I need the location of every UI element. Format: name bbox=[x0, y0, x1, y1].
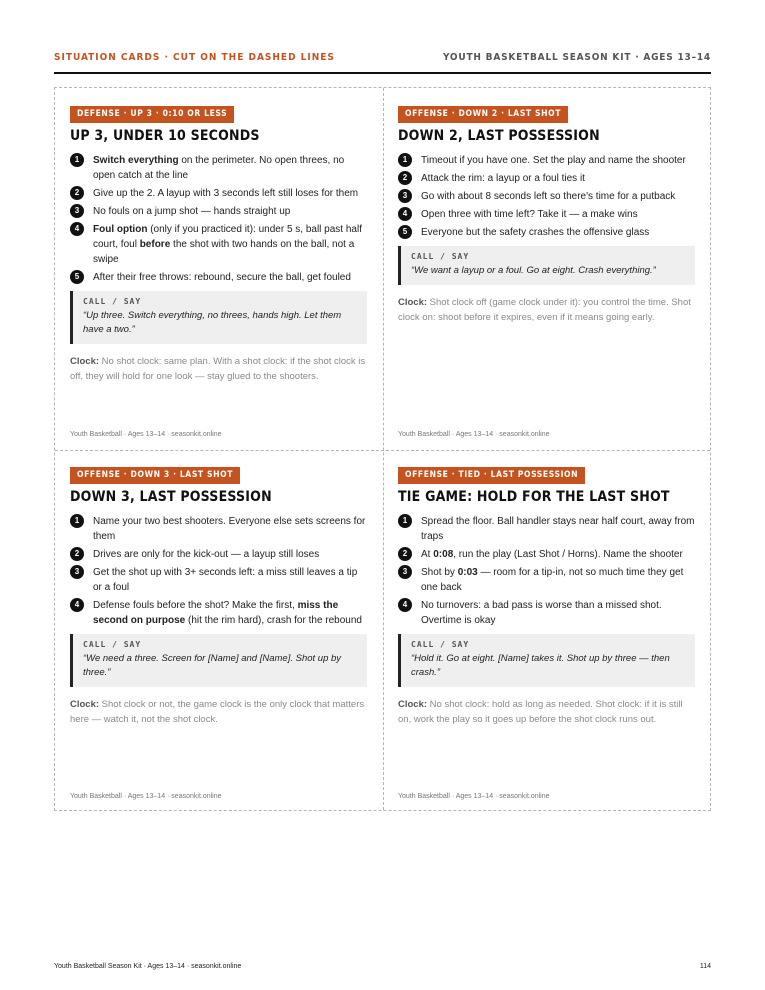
card-steps bbox=[398, 514, 695, 628]
step-item: 1 Timeout if you have one. Set the play and name the shooter bbox=[398, 153, 695, 168]
card-tag: OFFENSE · TIED · LAST POSSESSION bbox=[398, 467, 585, 484]
step-number-icon: 4 bbox=[70, 598, 84, 612]
step-item: 2 At 0:08, run the play (Last Shot / Horns). Name the shooter bbox=[398, 547, 695, 562]
card-footer: Youth Basketball · Ages 13–14 · seasonkit.online bbox=[398, 793, 550, 800]
step-item: 4 Defense fouls before the shot? Make the first, miss the second on purpose (hit the rim hard), crash for the rebound bbox=[70, 598, 367, 628]
card-title: TIE GAME: HOLD FOR THE LAST SHOT bbox=[398, 489, 670, 505]
call-say-box bbox=[70, 291, 367, 344]
step-item: 2 Attack the rim: a layup or a foul ties it bbox=[398, 171, 695, 186]
step-item: 3 Go with about 8 seconds left so there's time for a putback bbox=[398, 189, 695, 204]
clock-note: Clock: No shot clock: same plan. With a shot clock: if the shot clock is off, they will hold for one look — stay glued to the shooters. bbox=[70, 356, 366, 382]
step-item: 5 Everyone but the safety crashes the offensive glass bbox=[398, 225, 695, 240]
card-steps bbox=[70, 153, 367, 285]
clock-note: Clock: No shot clock: hold as long as needed. Shot clock: if it is still on, work the play so it goes up before the shot clock runs out. bbox=[398, 699, 683, 725]
step-item: 2 Drives are only for the kick-out — a layup still loses bbox=[70, 547, 367, 562]
step-item: 1 Name your two best shooters. Everyone else sets screens for them bbox=[70, 514, 367, 544]
situation-card bbox=[398, 103, 695, 325]
card-tag: OFFENSE · DOWN 2 · LAST SHOT bbox=[398, 106, 568, 123]
step-number-icon: 2 bbox=[398, 547, 412, 561]
card-tag: DEFENSE · UP 3 · 0:10 OR LESS bbox=[70, 106, 234, 123]
page-header bbox=[54, 50, 711, 74]
situation-card bbox=[70, 464, 367, 727]
step-number-icon: 3 bbox=[398, 565, 412, 579]
card-tag: OFFENSE · DOWN 3 · LAST SHOT bbox=[70, 467, 240, 484]
step-item: 3 Shot by 0:03 — room for a tip-in, not so much time they get one back bbox=[398, 565, 695, 595]
step-number-icon: 1 bbox=[398, 153, 412, 167]
card-footer: Youth Basketball · Ages 13–14 · seasonkit.online bbox=[398, 431, 550, 438]
call-say-text: “Hold it. Go at eight. [Name] takes it. Shot up by three — then crash.” bbox=[411, 653, 670, 678]
call-say-label: CALL / SAY bbox=[411, 640, 470, 649]
card-footer: Youth Basketball · Ages 13–14 · seasonkit.online bbox=[70, 431, 222, 438]
step-item: 5 After their free throws: rebound, secure the ball, get fouled bbox=[70, 270, 367, 285]
call-say-label: CALL / SAY bbox=[83, 640, 142, 649]
step-number-icon: 4 bbox=[398, 207, 412, 221]
call-say-box bbox=[70, 634, 367, 687]
clock-note: Clock: Shot clock off (game clock under it): you control the time. Shot clock on: shoot before it expires, even if it means going early. bbox=[398, 297, 691, 323]
call-say-label: CALL / SAY bbox=[411, 252, 470, 261]
step-number-icon: 1 bbox=[70, 153, 84, 167]
step-number-icon: 1 bbox=[398, 514, 412, 528]
step-number-icon: 3 bbox=[70, 565, 84, 579]
card-title: DOWN 2, LAST POSSESSION bbox=[398, 128, 600, 144]
step-number-icon: 2 bbox=[398, 171, 412, 185]
call-say-text: “Up three. Switch everything, no threes, hands high. Let them have a two.” bbox=[83, 310, 342, 335]
call-say-box bbox=[398, 246, 695, 285]
card-footer: Youth Basketball · Ages 13–14 · seasonkit.online bbox=[70, 793, 222, 800]
step-number-icon: 4 bbox=[398, 598, 412, 612]
call-say-label: CALL / SAY bbox=[83, 297, 142, 306]
horizontal-cut-line bbox=[55, 450, 710, 451]
call-say-text: “We want a layup or a foul. Go at eight. Crash everything.” bbox=[411, 265, 656, 276]
step-number-icon: 2 bbox=[70, 547, 84, 561]
header-kit-title: YOUTH BASKETBALL SEASON KIT · AGES 13–14 bbox=[442, 52, 711, 63]
call-say-text: “We need a three. Screen for [Name] and [Name]. Shot up by three.” bbox=[83, 653, 342, 678]
vertical-cut-line bbox=[383, 88, 384, 810]
call-say-box bbox=[398, 634, 695, 687]
step-number-icon: 2 bbox=[70, 186, 84, 200]
step-item: 2 Give up the 2. A layup with 3 seconds left still loses for them bbox=[70, 186, 367, 201]
step-item: 1 Spread the floor. Ball handler stays near half court, away from traps bbox=[398, 514, 695, 544]
step-item: 1 Switch everything on the perimeter. No open threes, no open catch at the line bbox=[70, 153, 367, 183]
page-footer-title: Youth Basketball Season Kit · Ages 13–14 · seasonkit.online bbox=[54, 963, 242, 970]
card-steps bbox=[70, 514, 367, 628]
card-steps bbox=[398, 153, 695, 240]
situation-card bbox=[70, 103, 367, 384]
card-title: UP 3, UNDER 10 SECONDS bbox=[70, 128, 260, 144]
step-number-icon: 5 bbox=[70, 270, 84, 284]
step-number-icon: 5 bbox=[398, 225, 412, 239]
step-number-icon: 3 bbox=[70, 204, 84, 218]
step-number-icon: 3 bbox=[398, 189, 412, 203]
header-section-title: SITUATION CARDS · CUT ON THE DASHED LINES bbox=[54, 52, 335, 63]
step-item: 3 Get the shot up with 3+ seconds left: a miss still leaves a tip or a foul bbox=[70, 565, 367, 595]
step-number-icon: 1 bbox=[70, 514, 84, 528]
situation-card bbox=[398, 464, 695, 727]
card-title: DOWN 3, LAST POSSESSION bbox=[70, 489, 272, 505]
step-item: 3 No fouls on a jump shot — hands straight up bbox=[70, 204, 367, 219]
page-number: 114 bbox=[699, 963, 711, 970]
step-number-icon: 4 bbox=[70, 222, 84, 236]
step-item: 4 Foul option (only if you practiced it): under 5 s, ball past half court, foul before the shot with two hands on the ball, not a swipe bbox=[70, 222, 367, 267]
step-item: 4 Open three with time left? Take it — a make wins bbox=[398, 207, 695, 222]
clock-note: Clock: Shot clock or not, the game clock is the only clock that matters here — watch it, not the shot clock. bbox=[70, 699, 365, 725]
step-item: 4 No turnovers: a bad pass is worse than a missed shot. Overtime is okay bbox=[398, 598, 695, 628]
